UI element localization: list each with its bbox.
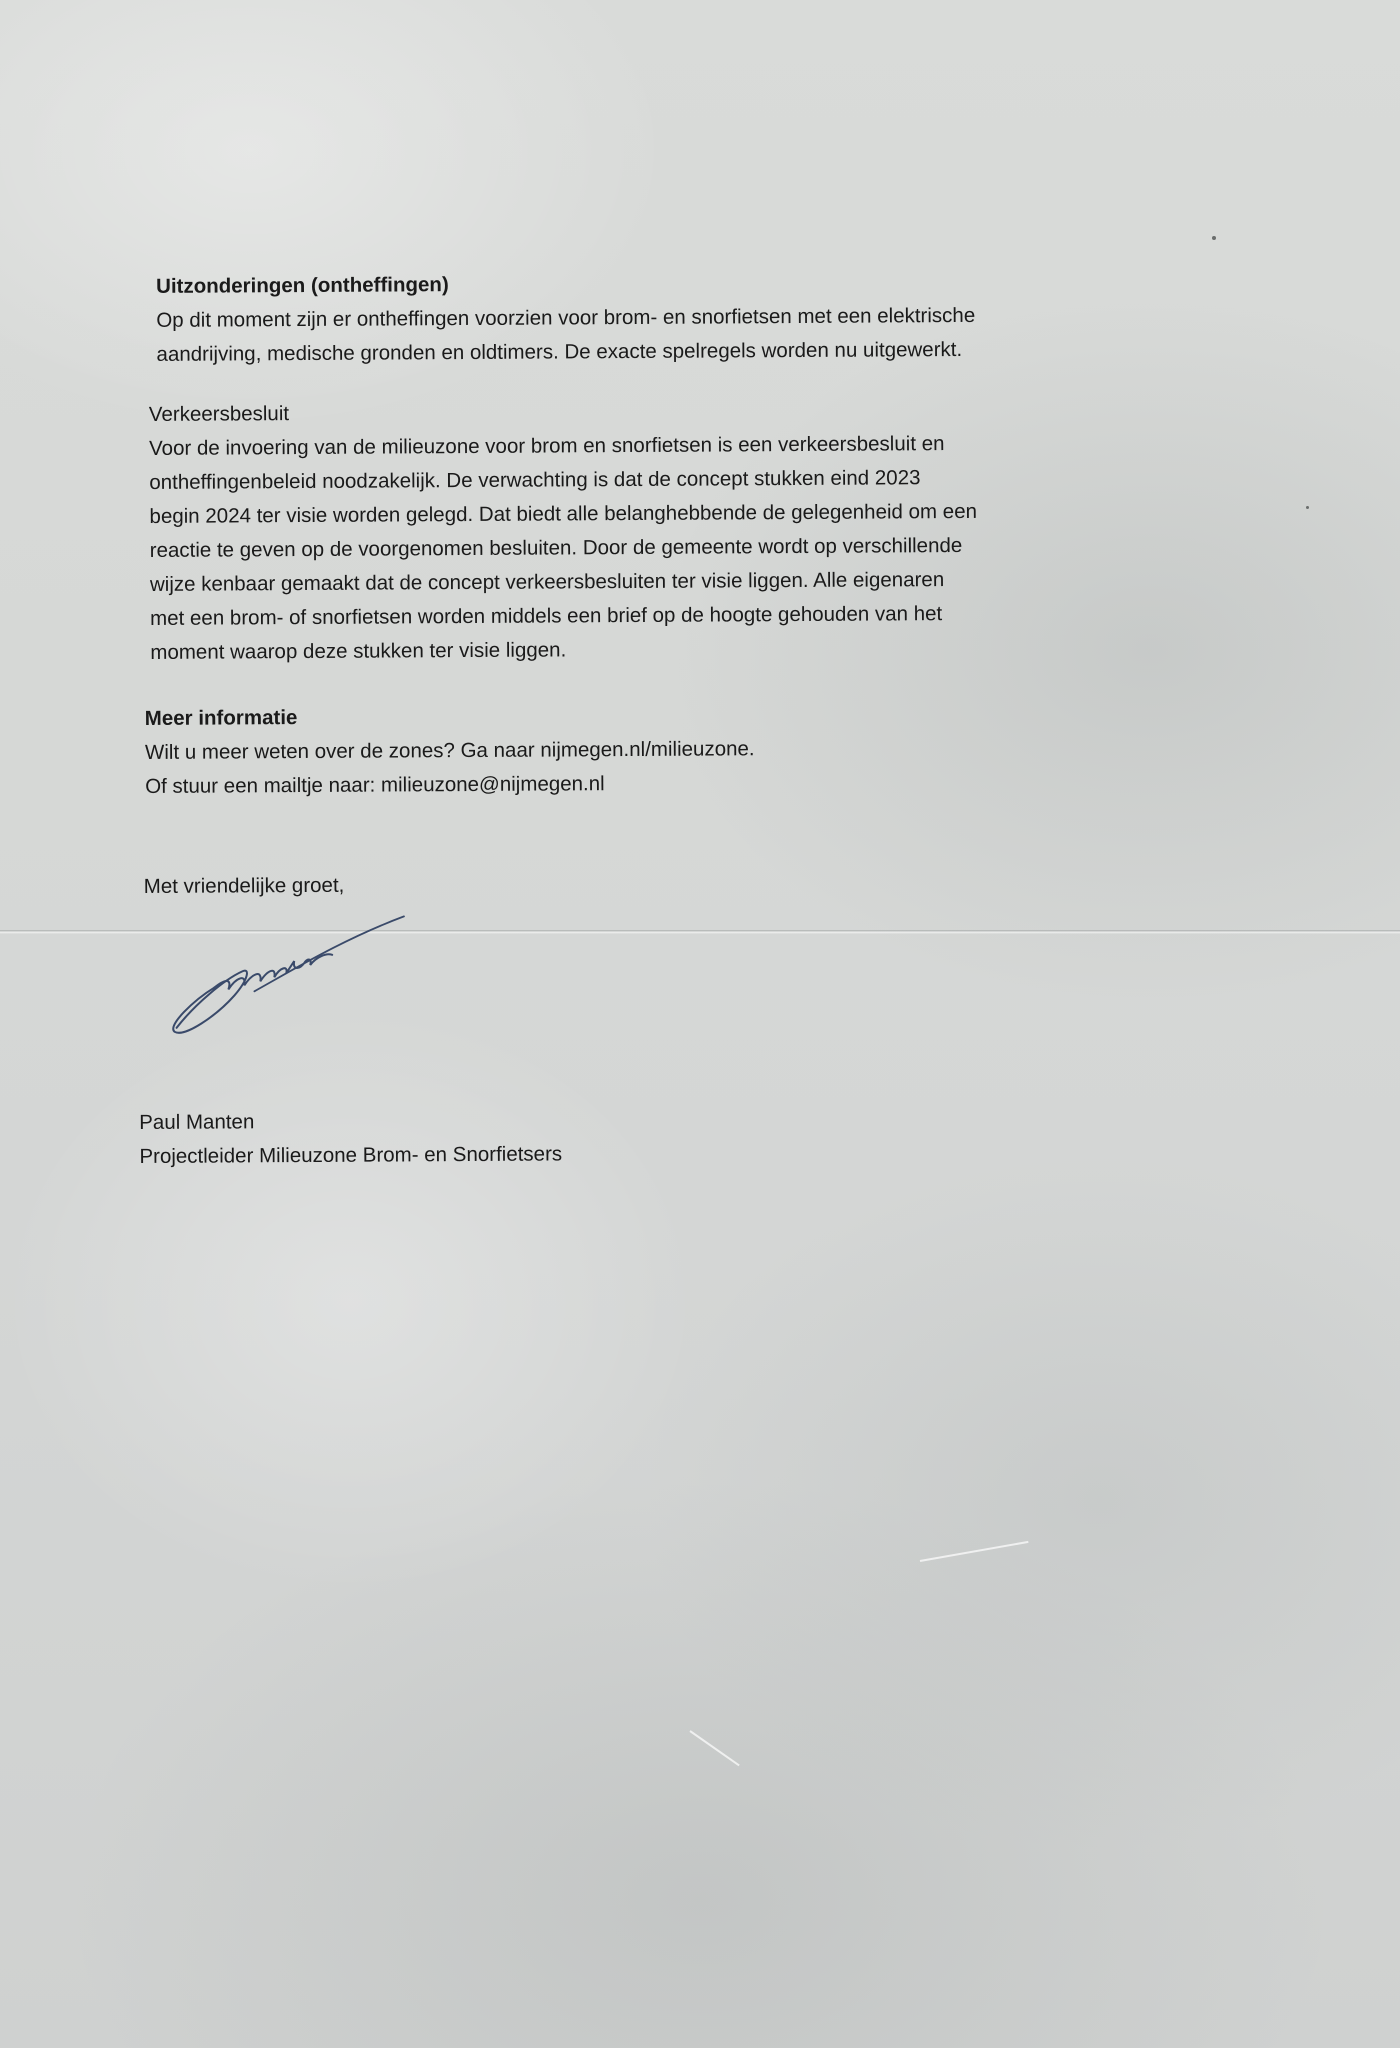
exemptions-heading: Uitzonderingen (ontheffingen)	[156, 273, 449, 298]
signer-name: Paul Manten	[139, 1110, 255, 1135]
traffic-decision-line: begin 2024 ter visie worden gelegd. Dat biedt alle belanghebbende de gelegenheid om een	[149, 499, 978, 528]
traffic-decision-section	[149, 393, 1031, 670]
paper-crease	[689, 1730, 739, 1766]
traffic-decision-heading: Verkeersbesluit	[148, 402, 290, 426]
paper-speck	[1306, 506, 1309, 509]
traffic-decision-line: wijze kenbaar gemaakt dat de concept verkeersbesluiten ter visie liggen. Alle eigenaren	[149, 568, 945, 596]
traffic-decision-line: ontheffingenbeleid noodzakelijk. De verwachting is dat de concept stukken eind 2023	[149, 466, 921, 494]
exemptions-line: Op dit moment zijn er ontheffingen voorzien voor brom- en snorfietsen met een elektrische	[156, 303, 976, 332]
exemptions-line: aandrijving, medische gronden en oldtimers. De exacte spelregels worden nu uitgewerkt.	[156, 337, 963, 366]
more-info-line: Of stuur een mailtje naar: milieuzone@nijmegen.nl	[145, 772, 605, 798]
more-info-line: Wilt u meer weten over de zones? Ga naar nijmegen.nl/milieuzone.	[144, 737, 755, 764]
closing-greeting: Met vriendelijke groet,	[143, 873, 345, 898]
paper-speck	[1212, 236, 1216, 240]
more-info-heading: Meer informatie	[144, 706, 298, 730]
handwritten-signature	[154, 908, 415, 1060]
signer-block	[139, 1101, 1019, 1174]
traffic-decision-line: Voor de invoering van de milieuzone voor brom en snorfietsen is een verkeersbesluit en	[149, 432, 945, 460]
paper-crease	[920, 1541, 1029, 1562]
exemptions-section	[156, 265, 1037, 372]
signer-title: Projectleider Milieuzone Brom- en Snorfietsers	[139, 1142, 563, 1169]
more-info-section	[145, 697, 1026, 804]
traffic-decision-line: moment waarop deze stukken ter visie liggen.	[150, 638, 567, 664]
traffic-decision-line: reactie te geven op de voorgenomen besluiten. Door de gemeente wordt op verschillende	[149, 533, 963, 562]
traffic-decision-line: met een brom- of snorfietsen worden middels een brief op de hoogte gehouden van het	[150, 602, 943, 630]
